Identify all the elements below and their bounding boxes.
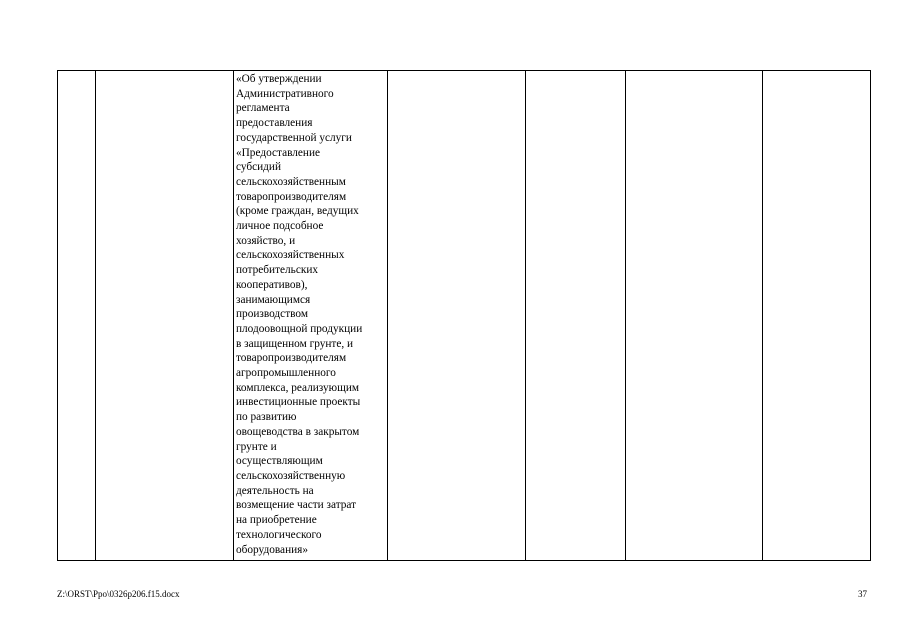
text-line: плодоовощной продукции <box>236 322 363 335</box>
text-line: оборудования» <box>236 543 309 556</box>
text-line: инвестиционные проекты <box>236 396 361 409</box>
text-line: регламента <box>236 102 290 115</box>
text-line: сельскохозяйственных <box>236 249 345 262</box>
table-cell-2 <box>96 71 234 561</box>
text-line: комплекса, реализующим <box>236 381 360 394</box>
text-line: осуществляющим <box>236 455 323 468</box>
text-line: товаропроизводителям <box>236 190 347 203</box>
text-line: по развитию <box>236 411 297 424</box>
text-line: производством <box>236 308 308 321</box>
text-line: «Предоставление <box>236 146 321 159</box>
table-cell-3 <box>234 71 388 561</box>
table-cell-7 <box>763 71 871 561</box>
text-line: технологического <box>236 528 322 541</box>
text-line: субсидий <box>236 161 282 174</box>
text-line: возмещение части затрат <box>236 499 357 512</box>
text-line: на приобретение <box>236 514 317 527</box>
text-line: овощеводства в закрытом <box>236 425 360 438</box>
table-cell-6 <box>626 71 763 561</box>
text-line: Административного <box>236 87 334 100</box>
text-line: товаропроизводителям <box>236 352 347 365</box>
table-cell-5 <box>526 71 626 561</box>
text-line: агропромышленного <box>236 367 336 380</box>
document-title-text <box>234 71 387 557</box>
text-line: грунте и <box>236 440 277 453</box>
text-line: кооперативов), <box>236 278 308 291</box>
text-line: «Об утверждении <box>236 73 322 85</box>
table-cell-4 <box>388 71 526 561</box>
footer-file-path: Z:\ORST\Ppo\0326p206.f15.docx <box>57 589 180 599</box>
text-line: личное подсобное <box>236 220 324 233</box>
text-line: занимающимся <box>236 293 311 306</box>
text-line: деятельность на <box>236 484 314 497</box>
text-line: государственной услуги <box>236 131 352 144</box>
text-line: предоставления <box>236 117 313 130</box>
table-cell-1 <box>58 71 96 561</box>
page-number: 37 <box>858 589 867 599</box>
text-line: сельскохозяйственную <box>236 469 346 482</box>
text-line: потребительских <box>236 264 319 277</box>
text-line: хозяйство, и <box>236 234 296 247</box>
text-line: сельскохозяйственным <box>236 175 346 188</box>
text-line: в защищенном грунте, и <box>236 337 354 350</box>
document-table <box>57 70 871 561</box>
table-row <box>58 71 871 561</box>
text-line: (кроме граждан, ведущих <box>236 205 359 218</box>
